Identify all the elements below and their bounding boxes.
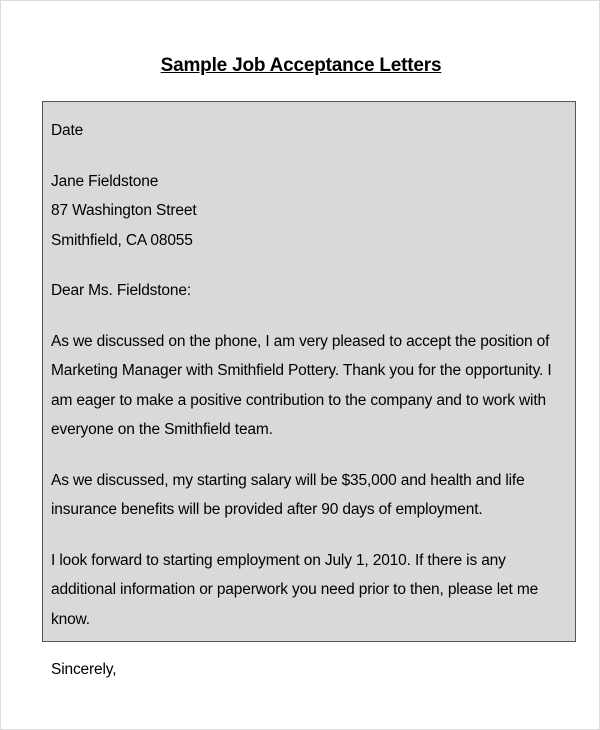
recipient-street: 87 Washington Street: [51, 202, 197, 219]
paragraph-2: As we discussed, my starting salary will be $35,000 and health and life insurance benefits will be provided after 90 days of employment.: [51, 471, 525, 518]
paragraph-3: I look forward to starting employment on July 1, 2010. If there is any additional information or paperwork you need prior to then, please let me know.: [51, 551, 539, 628]
recipient-city-state-zip: Smithfield, CA 08055: [51, 231, 193, 249]
date-line: Date: [51, 122, 84, 139]
closing: Sincerely,: [51, 661, 117, 678]
salutation: Dear Ms. Fieldstone:: [51, 282, 191, 299]
document-title: Sample Job Acceptance Letters: [160, 55, 442, 76]
paragraph-1: As we discussed on the phone, I am very pleased to accept the position of Marketing Manager with Smithfield Pottery. Thank you for the opportunity. I am eager to make a positive contribution to the company and to work with everyone on the Smithfield team.: [51, 332, 552, 438]
recipient-name: Jane Fieldstone: [51, 172, 159, 190]
letter-box: [42, 101, 576, 678]
